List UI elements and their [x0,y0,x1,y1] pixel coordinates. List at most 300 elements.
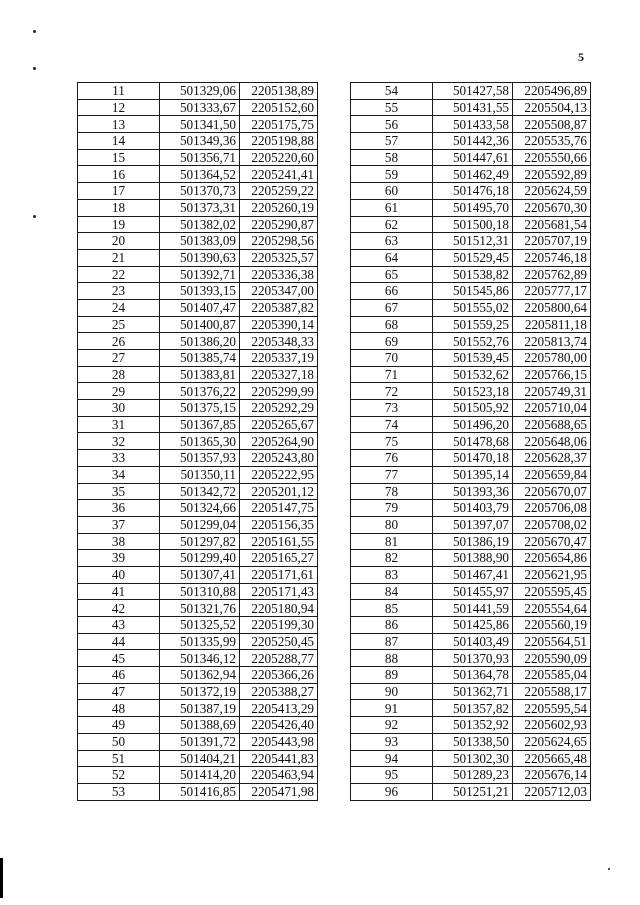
table-row [78,366,318,383]
y-coordinate-cell: 2205670,47 [513,533,591,550]
x-coordinate-cell: 501364,52 [160,166,240,183]
x-coordinate-cell: 501307,41 [160,566,240,583]
table-row [351,316,591,333]
y-coordinate-cell: 2205624,65 [513,733,591,750]
table-row [351,433,591,450]
point-number-cell: 79 [351,500,433,517]
x-coordinate-cell: 501352,92 [433,717,513,734]
x-coordinate-cell: 501375,15 [160,400,240,417]
x-coordinate-cell: 501425,86 [433,617,513,634]
table-row [78,166,318,183]
point-number-cell: 72 [351,383,433,400]
y-coordinate-cell: 2205220,60 [240,149,318,166]
scan-speck [33,215,36,218]
point-number-cell: 11 [78,83,160,100]
point-number-cell: 58 [351,149,433,166]
y-coordinate-cell: 2205504,13 [513,99,591,116]
y-coordinate-cell: 2205780,00 [513,350,591,367]
table-row [351,717,591,734]
x-coordinate-cell: 501539,45 [433,350,513,367]
y-coordinate-cell: 2205250,45 [240,633,318,650]
table-row [351,400,591,417]
x-coordinate-cell: 501532,62 [433,366,513,383]
x-coordinate-cell: 501342,72 [160,483,240,500]
point-number-cell: 68 [351,316,433,333]
point-number-cell: 74 [351,416,433,433]
x-coordinate-cell: 501462,49 [433,166,513,183]
y-coordinate-cell: 2205665,48 [513,750,591,767]
table-row [351,166,591,183]
table-row [351,249,591,266]
x-coordinate-cell: 501364,78 [433,667,513,684]
table-row [351,299,591,316]
point-number-cell: 78 [351,483,433,500]
point-number-cell: 30 [78,400,160,417]
table-row [78,650,318,667]
point-number-cell: 88 [351,650,433,667]
x-coordinate-cell: 501341,50 [160,116,240,133]
point-number-cell: 15 [78,149,160,166]
table-row [78,750,318,767]
x-coordinate-cell: 501388,69 [160,717,240,734]
table-row [78,183,318,200]
point-number-cell: 67 [351,299,433,316]
y-coordinate-cell: 2205710,04 [513,400,591,417]
point-number-cell: 28 [78,366,160,383]
x-coordinate-cell: 501441,59 [433,600,513,617]
point-number-cell: 84 [351,583,433,600]
table-row [78,433,318,450]
table-row [78,116,318,133]
y-coordinate-cell: 2205426,40 [240,717,318,734]
point-number-cell: 87 [351,633,433,650]
point-number-cell: 86 [351,617,433,634]
y-coordinate-cell: 2205811,18 [513,316,591,333]
coordinates-table-left [77,82,318,801]
y-coordinate-cell: 2205813,74 [513,333,591,350]
x-coordinate-cell: 501383,09 [160,233,240,250]
point-number-cell: 77 [351,466,433,483]
y-coordinate-cell: 2205348,33 [240,333,318,350]
point-number-cell: 93 [351,733,433,750]
table-row [351,416,591,433]
table-row [78,533,318,550]
table-row [78,466,318,483]
table-row [351,149,591,166]
x-coordinate-cell: 501324,66 [160,500,240,517]
x-coordinate-cell: 501387,19 [160,700,240,717]
point-number-cell: 38 [78,533,160,550]
table-row [78,149,318,166]
table-row [351,600,591,617]
point-number-cell: 61 [351,199,433,216]
point-number-cell: 90 [351,683,433,700]
y-coordinate-cell: 2205508,87 [513,116,591,133]
y-coordinate-cell: 2205595,45 [513,583,591,600]
point-number-cell: 48 [78,700,160,717]
x-coordinate-cell: 501386,19 [433,533,513,550]
y-coordinate-cell: 2205676,14 [513,767,591,784]
y-coordinate-cell: 2205624,59 [513,183,591,200]
x-coordinate-cell: 501382,02 [160,216,240,233]
table-row [351,199,591,216]
table-row [78,767,318,784]
y-coordinate-cell: 2205800,64 [513,299,591,316]
y-coordinate-cell: 2205264,90 [240,433,318,450]
table-row [351,650,591,667]
point-number-cell: 64 [351,249,433,266]
point-number-cell: 14 [78,133,160,150]
x-coordinate-cell: 501559,25 [433,316,513,333]
point-number-cell: 44 [78,633,160,650]
x-coordinate-cell: 501403,79 [433,500,513,517]
y-coordinate-cell: 2205595,54 [513,700,591,717]
point-number-cell: 81 [351,533,433,550]
x-coordinate-cell: 501299,04 [160,516,240,533]
table-row [351,783,591,800]
y-coordinate-cell: 2205161,55 [240,533,318,550]
y-coordinate-cell: 2205590,09 [513,650,591,667]
y-coordinate-cell: 2205298,56 [240,233,318,250]
y-coordinate-cell: 2205327,18 [240,366,318,383]
x-coordinate-cell: 501349,36 [160,133,240,150]
y-coordinate-cell: 2205290,87 [240,216,318,233]
point-number-cell: 83 [351,566,433,583]
table-row [78,199,318,216]
x-coordinate-cell: 501393,36 [433,483,513,500]
x-coordinate-cell: 501500,18 [433,216,513,233]
table-row [78,450,318,467]
table-row [78,483,318,500]
x-coordinate-cell: 501545,86 [433,283,513,300]
table-row [351,116,591,133]
table-row [351,533,591,550]
x-coordinate-cell: 501299,40 [160,550,240,567]
point-number-cell: 69 [351,333,433,350]
point-number-cell: 73 [351,400,433,417]
y-coordinate-cell: 2205198,88 [240,133,318,150]
x-coordinate-cell: 501367,85 [160,416,240,433]
point-number-cell: 13 [78,116,160,133]
point-number-cell: 45 [78,650,160,667]
x-coordinate-cell: 501302,30 [433,750,513,767]
table-row [78,783,318,800]
x-coordinate-cell: 501552,76 [433,333,513,350]
y-coordinate-cell: 2205347,00 [240,283,318,300]
point-number-cell: 94 [351,750,433,767]
x-coordinate-cell: 501403,49 [433,633,513,650]
y-coordinate-cell: 2205152,60 [240,99,318,116]
table-row [78,416,318,433]
point-number-cell: 24 [78,299,160,316]
table-row [351,750,591,767]
y-coordinate-cell: 2205443,98 [240,733,318,750]
point-number-cell: 63 [351,233,433,250]
point-number-cell: 56 [351,116,433,133]
y-coordinate-cell: 2205688,65 [513,416,591,433]
point-number-cell: 57 [351,133,433,150]
y-coordinate-cell: 2205602,93 [513,717,591,734]
x-coordinate-cell: 501289,23 [433,767,513,784]
x-coordinate-cell: 501391,72 [160,733,240,750]
table-row [351,183,591,200]
point-number-cell: 17 [78,183,160,200]
table-row [78,333,318,350]
table-row [78,733,318,750]
y-coordinate-cell: 2205325,57 [240,249,318,266]
scan-speck [33,67,36,70]
table-row [351,350,591,367]
table-row [351,733,591,750]
table-row [351,516,591,533]
x-coordinate-cell: 501467,41 [433,566,513,583]
y-coordinate-cell: 2205366,26 [240,667,318,684]
x-coordinate-cell: 501370,93 [433,650,513,667]
y-coordinate-cell: 2205259,22 [240,183,318,200]
y-coordinate-cell: 2205299,99 [240,383,318,400]
x-coordinate-cell: 501476,18 [433,183,513,200]
table-row [78,316,318,333]
y-coordinate-cell: 2205659,84 [513,466,591,483]
x-coordinate-cell: 501297,82 [160,533,240,550]
point-number-cell: 33 [78,450,160,467]
x-coordinate-cell: 501310,88 [160,583,240,600]
x-coordinate-cell: 501555,02 [433,299,513,316]
table-row [78,617,318,634]
table-row [78,566,318,583]
point-number-cell: 96 [351,783,433,800]
point-number-cell: 92 [351,717,433,734]
x-coordinate-cell: 501495,70 [433,199,513,216]
point-number-cell: 36 [78,500,160,517]
point-number-cell: 46 [78,667,160,684]
y-coordinate-cell: 2205441,83 [240,750,318,767]
x-coordinate-cell: 501350,11 [160,466,240,483]
point-number-cell: 70 [351,350,433,367]
y-coordinate-cell: 2205560,19 [513,617,591,634]
y-coordinate-cell: 2205463,94 [240,767,318,784]
x-coordinate-cell: 501325,52 [160,617,240,634]
table-row [78,583,318,600]
table-row [78,83,318,100]
x-coordinate-cell: 501455,97 [433,583,513,600]
y-coordinate-cell: 2205413,29 [240,700,318,717]
point-number-cell: 35 [78,483,160,500]
table-row [351,617,591,634]
point-number-cell: 32 [78,433,160,450]
point-number-cell: 66 [351,283,433,300]
point-number-cell: 76 [351,450,433,467]
y-coordinate-cell: 2205387,82 [240,299,318,316]
x-coordinate-cell: 501392,71 [160,266,240,283]
y-coordinate-cell: 2205337,19 [240,350,318,367]
y-coordinate-cell: 2205265,67 [240,416,318,433]
y-coordinate-cell: 2205171,61 [240,566,318,583]
table-row [78,216,318,233]
page-number: 5 [578,50,584,64]
x-coordinate-cell: 501383,81 [160,366,240,383]
y-coordinate-cell: 2205199,30 [240,617,318,634]
coordinates-table-right-body [351,83,591,801]
point-number-cell: 21 [78,249,160,266]
point-number-cell: 34 [78,466,160,483]
y-coordinate-cell: 2205628,37 [513,450,591,467]
point-number-cell: 80 [351,516,433,533]
point-number-cell: 47 [78,683,160,700]
x-coordinate-cell: 501393,15 [160,283,240,300]
y-coordinate-cell: 2205243,80 [240,450,318,467]
x-coordinate-cell: 501333,67 [160,99,240,116]
y-coordinate-cell: 2205592,89 [513,166,591,183]
y-coordinate-cell: 2205260,19 [240,199,318,216]
table-row [78,233,318,250]
point-number-cell: 52 [78,767,160,784]
x-coordinate-cell: 501433,58 [433,116,513,133]
point-number-cell: 75 [351,433,433,450]
x-coordinate-cell: 501414,20 [160,767,240,784]
point-number-cell: 91 [351,700,433,717]
table-row [78,550,318,567]
x-coordinate-cell: 501427,58 [433,83,513,100]
table-row [351,266,591,283]
table-row [351,466,591,483]
x-coordinate-cell: 501357,93 [160,450,240,467]
table-row [78,683,318,700]
x-coordinate-cell: 501362,71 [433,683,513,700]
point-number-cell: 49 [78,717,160,734]
point-number-cell: 22 [78,266,160,283]
y-coordinate-cell: 2205156,35 [240,516,318,533]
y-coordinate-cell: 2205762,89 [513,266,591,283]
table-row [78,667,318,684]
table-row [78,249,318,266]
point-number-cell: 12 [78,99,160,116]
table-row [351,83,591,100]
table-row [78,283,318,300]
x-coordinate-cell: 501400,87 [160,316,240,333]
coordinates-table-right [350,82,591,801]
x-coordinate-cell: 501447,61 [433,149,513,166]
x-coordinate-cell: 501395,14 [433,466,513,483]
table-row [78,383,318,400]
x-coordinate-cell: 501373,31 [160,199,240,216]
table-row [351,366,591,383]
x-coordinate-cell: 501329,06 [160,83,240,100]
y-coordinate-cell: 2205390,14 [240,316,318,333]
point-number-cell: 85 [351,600,433,617]
table-row [351,583,591,600]
point-number-cell: 71 [351,366,433,383]
point-number-cell: 29 [78,383,160,400]
y-coordinate-cell: 2205648,06 [513,433,591,450]
y-coordinate-cell: 2205749,31 [513,383,591,400]
point-number-cell: 39 [78,550,160,567]
table-row [78,400,318,417]
table-row [351,133,591,150]
point-number-cell: 53 [78,783,160,800]
y-coordinate-cell: 2205180,94 [240,600,318,617]
point-number-cell: 89 [351,667,433,684]
table-row [351,483,591,500]
scan-speck [33,30,36,33]
x-coordinate-cell: 501376,22 [160,383,240,400]
table-row [351,566,591,583]
x-coordinate-cell: 501404,21 [160,750,240,767]
y-coordinate-cell: 2205670,30 [513,199,591,216]
table-row [78,299,318,316]
y-coordinate-cell: 2205554,64 [513,600,591,617]
y-coordinate-cell: 2205564,51 [513,633,591,650]
point-number-cell: 95 [351,767,433,784]
point-number-cell: 25 [78,316,160,333]
y-coordinate-cell: 2205147,75 [240,500,318,517]
table-row [351,233,591,250]
y-coordinate-cell: 2205588,17 [513,683,591,700]
y-coordinate-cell: 2205165,27 [240,550,318,567]
point-number-cell: 51 [78,750,160,767]
point-number-cell: 65 [351,266,433,283]
table-row [351,767,591,784]
table-row [351,633,591,650]
y-coordinate-cell: 2205201,12 [240,483,318,500]
x-coordinate-cell: 501388,90 [433,550,513,567]
point-number-cell: 43 [78,617,160,634]
x-coordinate-cell: 501512,31 [433,233,513,250]
y-coordinate-cell: 2205241,41 [240,166,318,183]
y-coordinate-cell: 2205670,07 [513,483,591,500]
coordinates-table-left-body [78,83,318,801]
point-number-cell: 26 [78,333,160,350]
table-row [351,333,591,350]
point-number-cell: 27 [78,350,160,367]
y-coordinate-cell: 2205388,27 [240,683,318,700]
y-coordinate-cell: 2205708,02 [513,516,591,533]
x-coordinate-cell: 501538,82 [433,266,513,283]
y-coordinate-cell: 2205712,03 [513,783,591,800]
x-coordinate-cell: 501251,21 [433,783,513,800]
table-row [78,700,318,717]
x-coordinate-cell: 501346,12 [160,650,240,667]
y-coordinate-cell: 2205550,66 [513,149,591,166]
table-row [351,99,591,116]
x-coordinate-cell: 501505,92 [433,400,513,417]
table-row [351,667,591,684]
point-number-cell: 31 [78,416,160,433]
y-coordinate-cell: 2205292,29 [240,400,318,417]
x-coordinate-cell: 501416,85 [160,783,240,800]
y-coordinate-cell: 2205288,77 [240,650,318,667]
y-coordinate-cell: 2205777,17 [513,283,591,300]
table-row [78,99,318,116]
point-number-cell: 55 [351,99,433,116]
table-row [351,383,591,400]
table-row [351,550,591,567]
x-coordinate-cell: 501372,19 [160,683,240,700]
x-coordinate-cell: 501478,68 [433,433,513,450]
table-row [351,500,591,517]
x-coordinate-cell: 501385,74 [160,350,240,367]
x-coordinate-cell: 501370,73 [160,183,240,200]
table-row [78,600,318,617]
table-row [351,216,591,233]
point-number-cell: 23 [78,283,160,300]
x-coordinate-cell: 501470,18 [433,450,513,467]
x-coordinate-cell: 501386,20 [160,333,240,350]
point-number-cell: 18 [78,199,160,216]
y-coordinate-cell: 2205681,54 [513,216,591,233]
point-number-cell: 60 [351,183,433,200]
x-coordinate-cell: 501357,82 [433,700,513,717]
